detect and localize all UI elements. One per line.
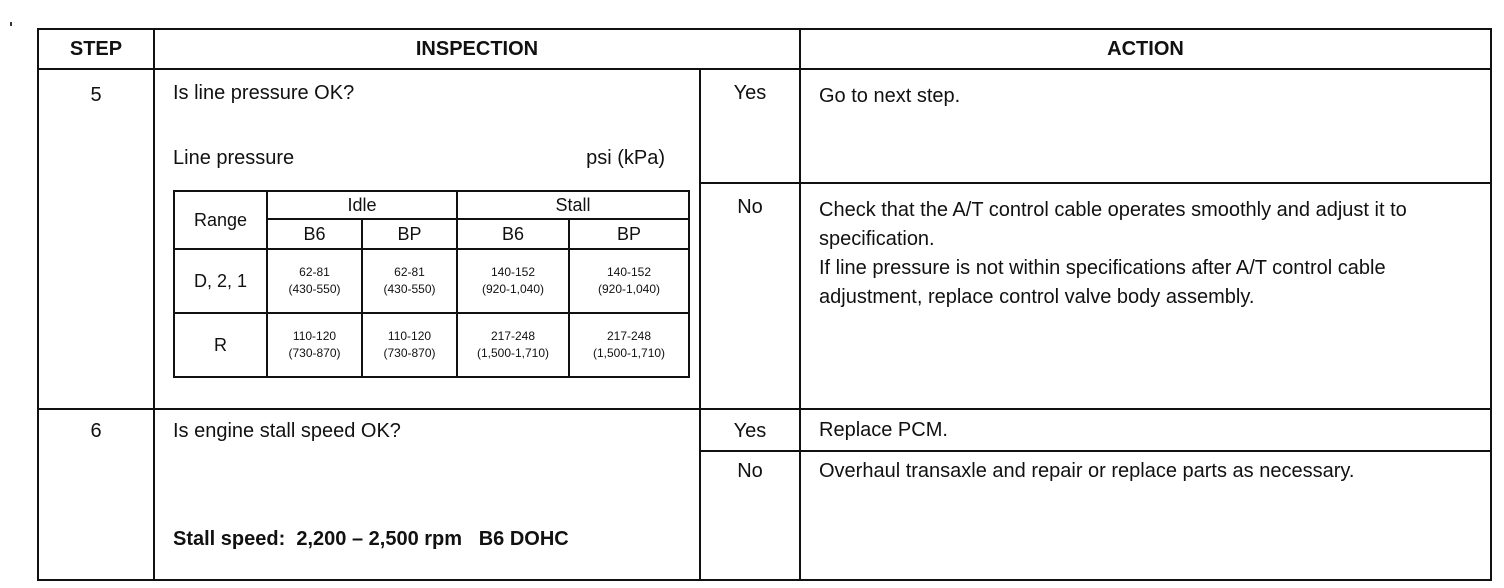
value-cell: 140-152 (920-1,040) bbox=[569, 249, 689, 313]
table-row bbox=[174, 249, 689, 313]
step-5-question: Is line pressure OK? bbox=[173, 82, 355, 104]
step-6-number: 6 bbox=[38, 409, 154, 580]
idle-header: Idle bbox=[267, 191, 457, 219]
step-6-question: Is engine stall speed OK? bbox=[173, 420, 401, 442]
scan-mark bbox=[10, 22, 12, 26]
stall-bp-header: BP bbox=[569, 219, 689, 249]
line-pressure-spec-table bbox=[173, 190, 690, 378]
value-cell: 62-81 (430-550) bbox=[362, 249, 457, 313]
step-6-no: No bbox=[700, 451, 800, 580]
stall-b6-header: B6 bbox=[457, 219, 569, 249]
header-action: ACTION bbox=[800, 29, 1491, 69]
step-6-yes: Yes bbox=[700, 409, 800, 451]
line-pressure-label: Line pressure bbox=[173, 147, 295, 169]
value-cell: 217-248 (1,500-1,710) bbox=[457, 313, 569, 377]
step-5-no-action bbox=[800, 183, 1491, 409]
step-5-number: 5 bbox=[38, 69, 154, 409]
step-6-no-action: Overhaul transaxle and repair or replace parts as necessary. bbox=[800, 451, 1491, 580]
stall-header: Stall bbox=[457, 191, 689, 219]
no-action-line-1: Check that the A/T control cable operates smoothly and adjust it to specification. bbox=[819, 199, 1407, 250]
header-step: STEP bbox=[38, 29, 154, 69]
range-header: Range bbox=[174, 191, 267, 249]
line-pressure-unit: psi (kPa) bbox=[586, 147, 665, 169]
no-action-line-2: If line pressure is not within specifications after A/T control cable adjustment, replace control valve body assembly. bbox=[819, 257, 1386, 308]
value-cell: 110-120 (730-870) bbox=[362, 313, 457, 377]
table-row bbox=[174, 313, 689, 377]
troubleshooting-table bbox=[37, 28, 1492, 581]
value-cell: 140-152 (920-1,040) bbox=[457, 249, 569, 313]
step-5-yes: Yes bbox=[700, 69, 800, 183]
step-5-yes-action: Go to next step. bbox=[800, 69, 1491, 183]
header-inspection: INSPECTION bbox=[154, 29, 800, 69]
stall-speed-spec: Stall speed: 2,200 – 2,500 rpm B6 DOHC bbox=[173, 528, 569, 550]
idle-b6-header: B6 bbox=[267, 219, 362, 249]
value-cell: 217-248 (1,500-1,710) bbox=[569, 313, 689, 377]
value-cell: 62-81 (430-550) bbox=[267, 249, 362, 313]
step-6-yes-action: Replace PCM. bbox=[800, 409, 1491, 451]
step-5-no: No bbox=[700, 183, 800, 409]
range-cell: R bbox=[174, 313, 267, 377]
line-pressure-label-row bbox=[173, 147, 665, 170]
value-cell: 110-120 (730-870) bbox=[267, 313, 362, 377]
idle-bp-header: BP bbox=[362, 219, 457, 249]
range-cell: D, 2, 1 bbox=[174, 249, 267, 313]
step-6-inspection bbox=[154, 409, 700, 580]
step-5-inspection bbox=[154, 69, 700, 409]
